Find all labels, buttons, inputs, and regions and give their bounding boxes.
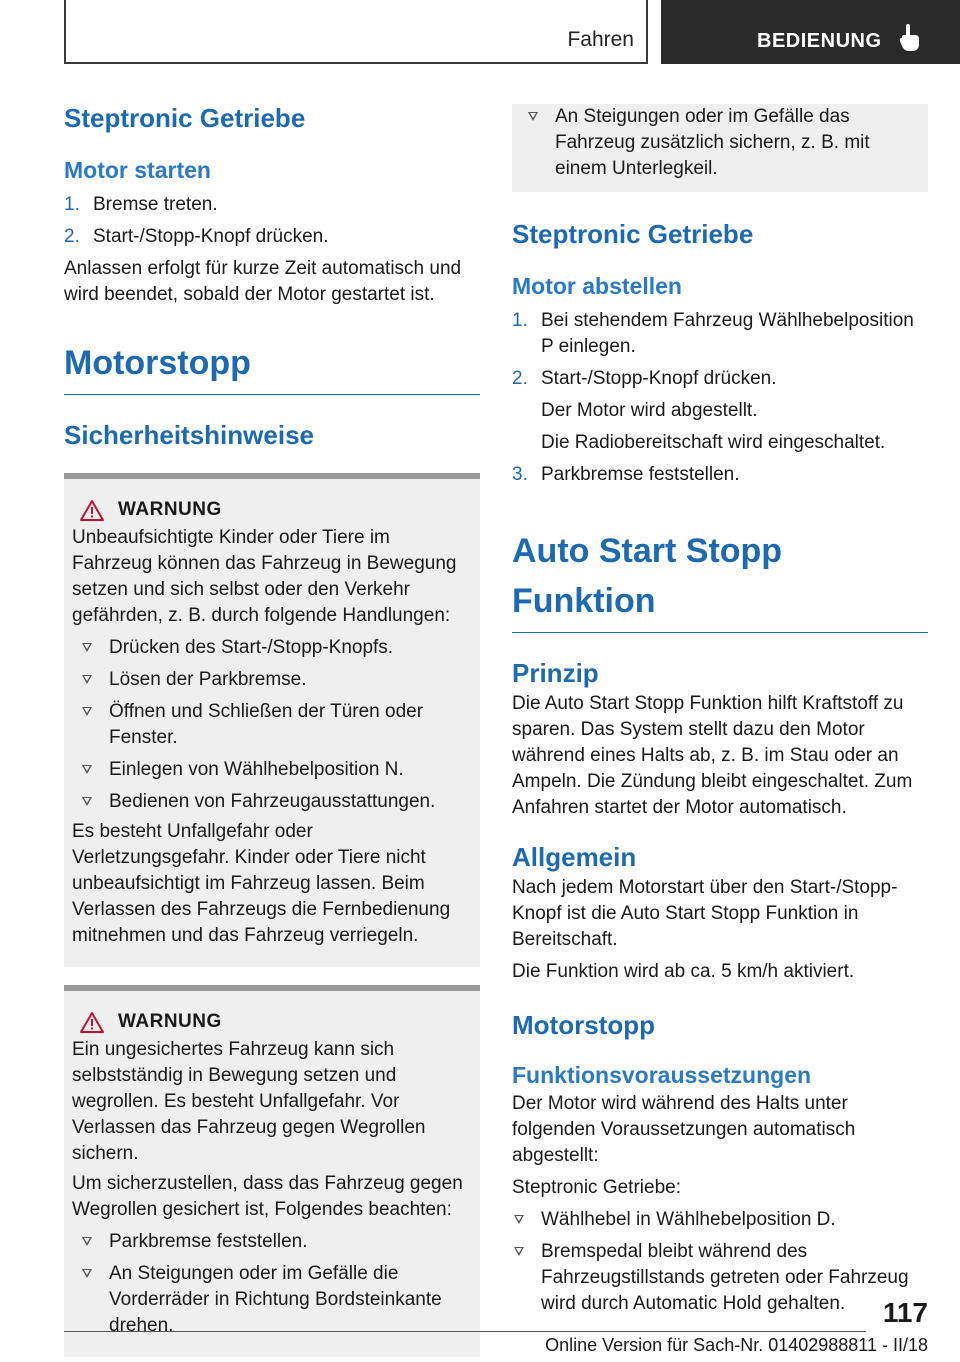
list-item: Bedienen von Fahrzeugausstattungen. bbox=[80, 789, 472, 815]
header-section-label: Fahren bbox=[567, 28, 634, 51]
stop-steps-list bbox=[512, 308, 928, 488]
list-item: An Steigungen oder im Gefälle das Fahrzeug zusätzlich sichern, z. B. mit einem Unterlegkeil. bbox=[526, 104, 920, 182]
list-item: Wählhebel in Wählhebelposition D. bbox=[512, 1207, 928, 1233]
warning-title: WARNUNG bbox=[72, 499, 472, 521]
heading-steptronic-getriebe: Steptronic Getriebe bbox=[64, 103, 306, 133]
heading-prinzip: Prinzip bbox=[512, 658, 599, 688]
bullet-triangle-icon bbox=[528, 112, 538, 121]
list-item: An Steigungen oder im Gefälle die Vorderräder in Richtung Bordsteinkante drehen. bbox=[80, 1261, 472, 1339]
bullet-triangle-icon bbox=[82, 675, 92, 684]
start-steps-list bbox=[64, 192, 480, 250]
warning-outro: Es besteht Unfallgefahr oder Verletzungsgefahr. Kinder oder Tiere nicht unbeaufsichtigt im Fahrzeug lassen. Beim Verlassen des Fahrzeugs die Fernbedienung mitnehmen und das Fahrzeug verriegeln. bbox=[72, 821, 451, 946]
warning-list bbox=[526, 104, 920, 182]
bullet-triangle-icon bbox=[514, 1247, 524, 1256]
bullet-triangle-icon bbox=[514, 1215, 524, 1224]
right-column bbox=[512, 104, 928, 1317]
heading-motor-abstellen: Motor abstellen bbox=[512, 273, 682, 299]
heading-steptronic-getriebe: Steptronic Getriebe bbox=[512, 219, 754, 249]
list-item: Lösen der Parkbremse. bbox=[80, 667, 472, 693]
heading-motor-starten: Motor starten bbox=[64, 157, 211, 183]
list-item: Öffnen und Schließen der Türen oder Fenster. bbox=[80, 699, 472, 751]
start-text: Anlassen erfolgt für kurze Zeit automatisch und wird beendet, sobald der Motor gestartet ist. bbox=[64, 258, 462, 305]
heading-motorstopp-sub: Motorstopp bbox=[512, 1010, 655, 1040]
funktion-list bbox=[512, 1207, 928, 1317]
warning-intro: Unbeaufsichtigte Kinder oder Tiere im Fahrzeug können das Fahrzeug in Bewegung setzen und sich selbst oder den Verkehr gefährden, z. B. durch folgende Handlungen: bbox=[72, 527, 457, 626]
list-item: 3. Parkbremse feststellen. bbox=[512, 464, 740, 485]
footer-divider bbox=[64, 1331, 866, 1332]
warning-intro: Ein ungesichertes Fahrzeug kann sich selbstständig in Bewegung setzen und wegrollen. Es besteht Unfallgefahr. Vor Verlassen das Fahrzeug gegen Wegrollen sichern. bbox=[72, 1039, 426, 1164]
warning-title: WARNUNG bbox=[72, 1011, 472, 1033]
page-number: 117 bbox=[882, 1297, 928, 1328]
bullet-triangle-icon bbox=[82, 707, 92, 716]
warning-list bbox=[72, 635, 472, 815]
warning-triangle-icon bbox=[80, 500, 104, 521]
list-item: Einlegen von Wählhebelposition N. bbox=[80, 757, 472, 783]
left-column bbox=[64, 100, 480, 1357]
header-section-box bbox=[64, 0, 648, 64]
bullet-triangle-icon bbox=[82, 643, 92, 652]
list-item: Parkbremse feststellen. bbox=[80, 1229, 472, 1255]
heading-funktionsvoraussetzungen: Funktionsvoraussetzungen bbox=[512, 1062, 812, 1088]
heading-allgemein: Allgemein bbox=[512, 842, 637, 872]
heading-motorstopp: Motorstopp bbox=[64, 338, 480, 395]
prinzip-text: Die Auto Start Stopp Funktion hilft Kraftstoff zu sparen. Das System stellt dazu den Motor während eines Halts ab, z. B. im Stau oder an Ampeln. Die Zündung bleibt eingeschaltet. Zum Anfahren startet der Motor automatisch. bbox=[512, 693, 913, 818]
heading-sicherheitshinweise: Sicherheitshinweise bbox=[64, 420, 314, 450]
warning-list bbox=[72, 1229, 472, 1339]
heading-auto-start-stopp: Auto Start Stopp Funktion bbox=[512, 526, 928, 633]
header-chapter-label: BEDIENUNG bbox=[757, 30, 882, 52]
warning-continuation-box bbox=[512, 104, 928, 192]
list-item: Bremspedal bleibt während des Fahrzeugstillstands getreten oder Fahrzeug wird durch Automatic Hold gehalten. bbox=[512, 1239, 928, 1317]
warning-intro-2: Um sicherzustellen, dass das Fahrzeug gegen Wegrollen gesichert ist, Folgendes beachten: bbox=[72, 1173, 463, 1220]
hand-pointer-icon bbox=[899, 24, 921, 57]
warning-triangle-icon bbox=[80, 1012, 104, 1033]
allgemein-text-2: Die Funktion wird ab ca. 5 km/h aktiviert. bbox=[512, 961, 855, 982]
funktion-getriebe: Steptronic Getriebe: bbox=[512, 1177, 681, 1198]
bullet-triangle-icon bbox=[82, 1237, 92, 1246]
footer-online-version: Online Version für Sach-Nr. 01402988811 - II/18 bbox=[545, 1335, 928, 1355]
bullet-triangle-icon bbox=[82, 765, 92, 774]
list-item: 2. Start-/Stopp-Knopf drücken. bbox=[512, 368, 777, 389]
list-item: Drücken des Start-/Stopp-Knopfs. bbox=[80, 635, 472, 661]
funktion-text: Der Motor wird während des Halts unter folgenden Voraussetzungen automatisch abgestellt: bbox=[512, 1093, 856, 1166]
bullet-triangle-icon bbox=[82, 1269, 92, 1278]
allgemein-text-1: Nach jedem Motorstart über den Start-/Stopp-Knopf ist die Auto Start Stopp Funktion in Bereitschaft. bbox=[512, 877, 898, 950]
list-item: 2. Start-/Stopp-Knopf drücken. bbox=[64, 226, 329, 247]
warning-box-rolling bbox=[64, 985, 480, 1357]
header-chapter-box bbox=[661, 0, 960, 64]
list-item: 1. Bremse treten. bbox=[64, 194, 218, 215]
list-item-sub: Der Motor wird abgestellt. bbox=[541, 400, 758, 421]
list-item: 1. Bei stehendem Fahrzeug Wählhebelposition P einlegen. bbox=[512, 310, 914, 357]
warning-box-children bbox=[64, 473, 480, 967]
bullet-triangle-icon bbox=[82, 797, 92, 806]
list-item-sub: Die Radiobereitschaft wird eingeschaltet. bbox=[541, 432, 886, 453]
